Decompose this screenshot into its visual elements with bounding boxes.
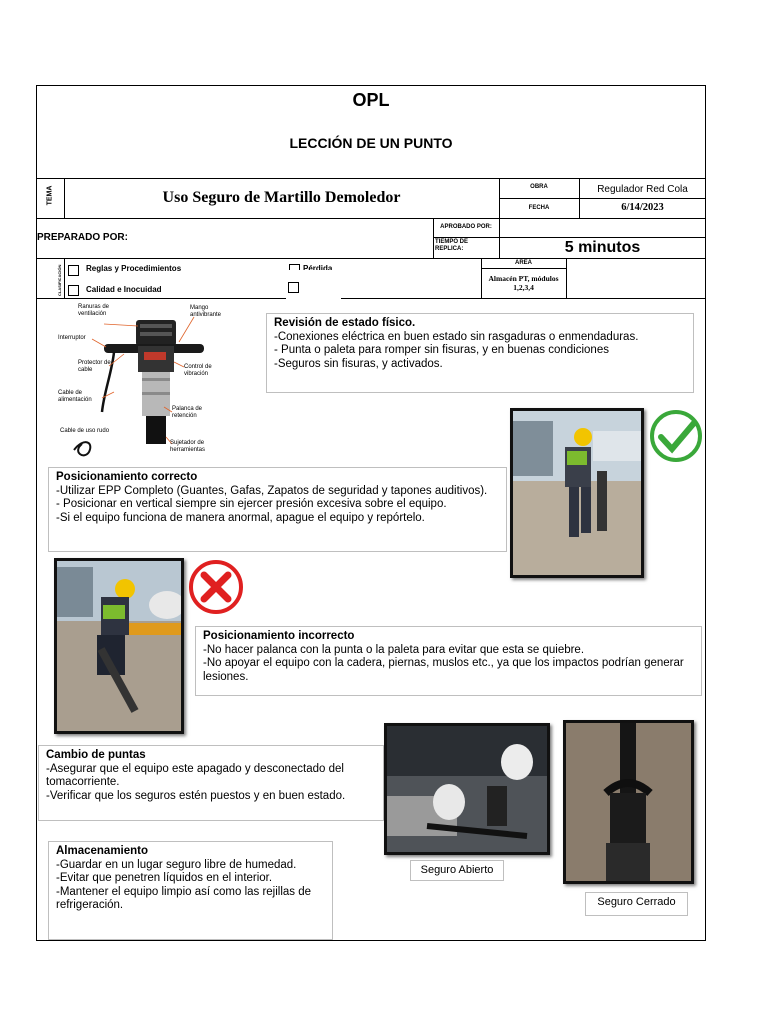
- demolition-hammer-icon: [54, 302, 244, 462]
- fecha-label: FECHA: [528, 205, 550, 211]
- correcto-line-2: - Posicionar en vertical siempre sin ejercer presión excesiva sobre el equipo.: [56, 498, 447, 510]
- correcto-title: Posicionamiento correcto: [56, 471, 198, 483]
- correcto-line-1: -Utilizar EPP Completo (Guantes, Gafas, Zapatos de seguridad y tapones auditivos).: [56, 484, 488, 497]
- hammer-diagram: [54, 302, 244, 462]
- label-palanca: Palanca de retención: [172, 406, 203, 419]
- checkbox-perdida[interactable]: [289, 264, 300, 270]
- incorrect-position-photo: [54, 558, 184, 734]
- incorrecto-line-2: -No apoyar el equipo con la cadera, piernas, muslos etc., ya que los impactos podrían generar lesiones.: [203, 657, 684, 683]
- tiempo-value: 5 minutos: [564, 239, 641, 256]
- label-interruptor: Interruptor: [58, 335, 86, 341]
- obra-value: Regulador Red Cola: [597, 184, 688, 195]
- incorrecto-box: [195, 626, 702, 696]
- almacenamiento-title: Almacenamiento: [56, 845, 149, 857]
- tiempo-label: TIEMPO DE REPLICA:: [435, 239, 469, 252]
- incorrecto-line-1: -No hacer palanca con la punta o la paleta para evitar que esta se quiebre.: [203, 643, 585, 656]
- check-icon: [648, 409, 704, 463]
- correct-position-photo: [510, 408, 644, 578]
- perdida-clip: [288, 262, 348, 270]
- area-value: Almacén PT, módulos 1,2,3,4: [488, 274, 559, 292]
- preparado-label: PREPARADO POR:: [37, 232, 128, 243]
- reglas-label: Reglas y Procedimientos: [86, 264, 182, 273]
- revision-line-3: -Seguros sin fisuras, y activados.: [274, 357, 443, 370]
- checkbox-calidad[interactable]: [68, 285, 79, 296]
- almacenamiento-line-3: -Mantener el equipo limpio así como las rejillas de refrigeración.: [56, 885, 312, 911]
- label-control: Control de vibración: [184, 364, 212, 377]
- cross-icon: [187, 558, 245, 616]
- cambio-line-1: -Asegurar que el equipo este apagado y desconectado del tomacorriente.: [46, 762, 344, 788]
- label-cable-uso: Cable de uso rudo: [60, 428, 110, 434]
- tema-label: TEMA: [46, 185, 54, 206]
- seguro-abierto-photo: [384, 723, 550, 855]
- almacenamiento-line-2: -Evitar que penetren líquidos en el interior.: [56, 872, 273, 884]
- clasificacion-label: CLASIFICACIÓN: [57, 264, 62, 296]
- seguro-abierto-caption: Seguro Abierto: [410, 860, 504, 881]
- label-mango: Mango antivibrante: [190, 305, 222, 318]
- label-ranuras: Ranuras de ventilación: [78, 304, 110, 317]
- seguro-cerrado-caption: Seguro Cerrado: [585, 892, 688, 916]
- checkbox-reglas[interactable]: [68, 265, 79, 276]
- seguro-cerrado-photo: [563, 720, 694, 884]
- label-cable-alim: Cable de alimentación: [58, 390, 92, 403]
- tema-value: Uso Seguro de Martillo Demoledor: [162, 189, 401, 206]
- cambio-box: [38, 745, 384, 821]
- obra-label: OBRA: [530, 184, 548, 190]
- revision-line-1: -Conexiones eléctrica en buen estado sin rasgaduras o enmendaduras.: [274, 330, 639, 343]
- correcto-line-3: -Si el equipo funciona de manera anormal, apague el equipo y repórtelo.: [56, 511, 425, 524]
- calidad-label: Calidad e Inocuidad: [86, 285, 162, 294]
- incorrecto-title: Posicionamiento incorrecto: [203, 630, 355, 642]
- perdida-label: Pérdida: [303, 264, 333, 270]
- revision-box: [266, 313, 694, 393]
- aprobado-label: APROBADO POR:: [440, 224, 492, 230]
- cambio-line-2: -Verificar que los seguros estén puestos y en buen estado.: [46, 789, 346, 802]
- almacenamiento-line-1: -Guardar en un lugar seguro libre de humedad.: [56, 858, 297, 871]
- page-title: OPL: [352, 90, 390, 110]
- almacenamiento-box: [48, 841, 333, 940]
- area-label: AREA: [514, 260, 532, 266]
- revision-title: Revisión de estado físico.: [274, 317, 416, 329]
- fecha-value: 6/14/2023: [621, 202, 664, 213]
- correcto-box: [48, 467, 507, 552]
- page-subtitle: LECCIÓN DE UN PUNTO: [289, 135, 453, 151]
- label-protector: Protector de cable: [78, 360, 111, 373]
- checkbox-extra[interactable]: [288, 282, 299, 293]
- cambio-title: Cambio de puntas: [46, 749, 146, 761]
- revision-line-2: - Punta o paleta para romper sin fisuras, y en buenas condiciones: [274, 344, 609, 356]
- label-sujetador: Sujetador de herramientas: [170, 440, 206, 453]
